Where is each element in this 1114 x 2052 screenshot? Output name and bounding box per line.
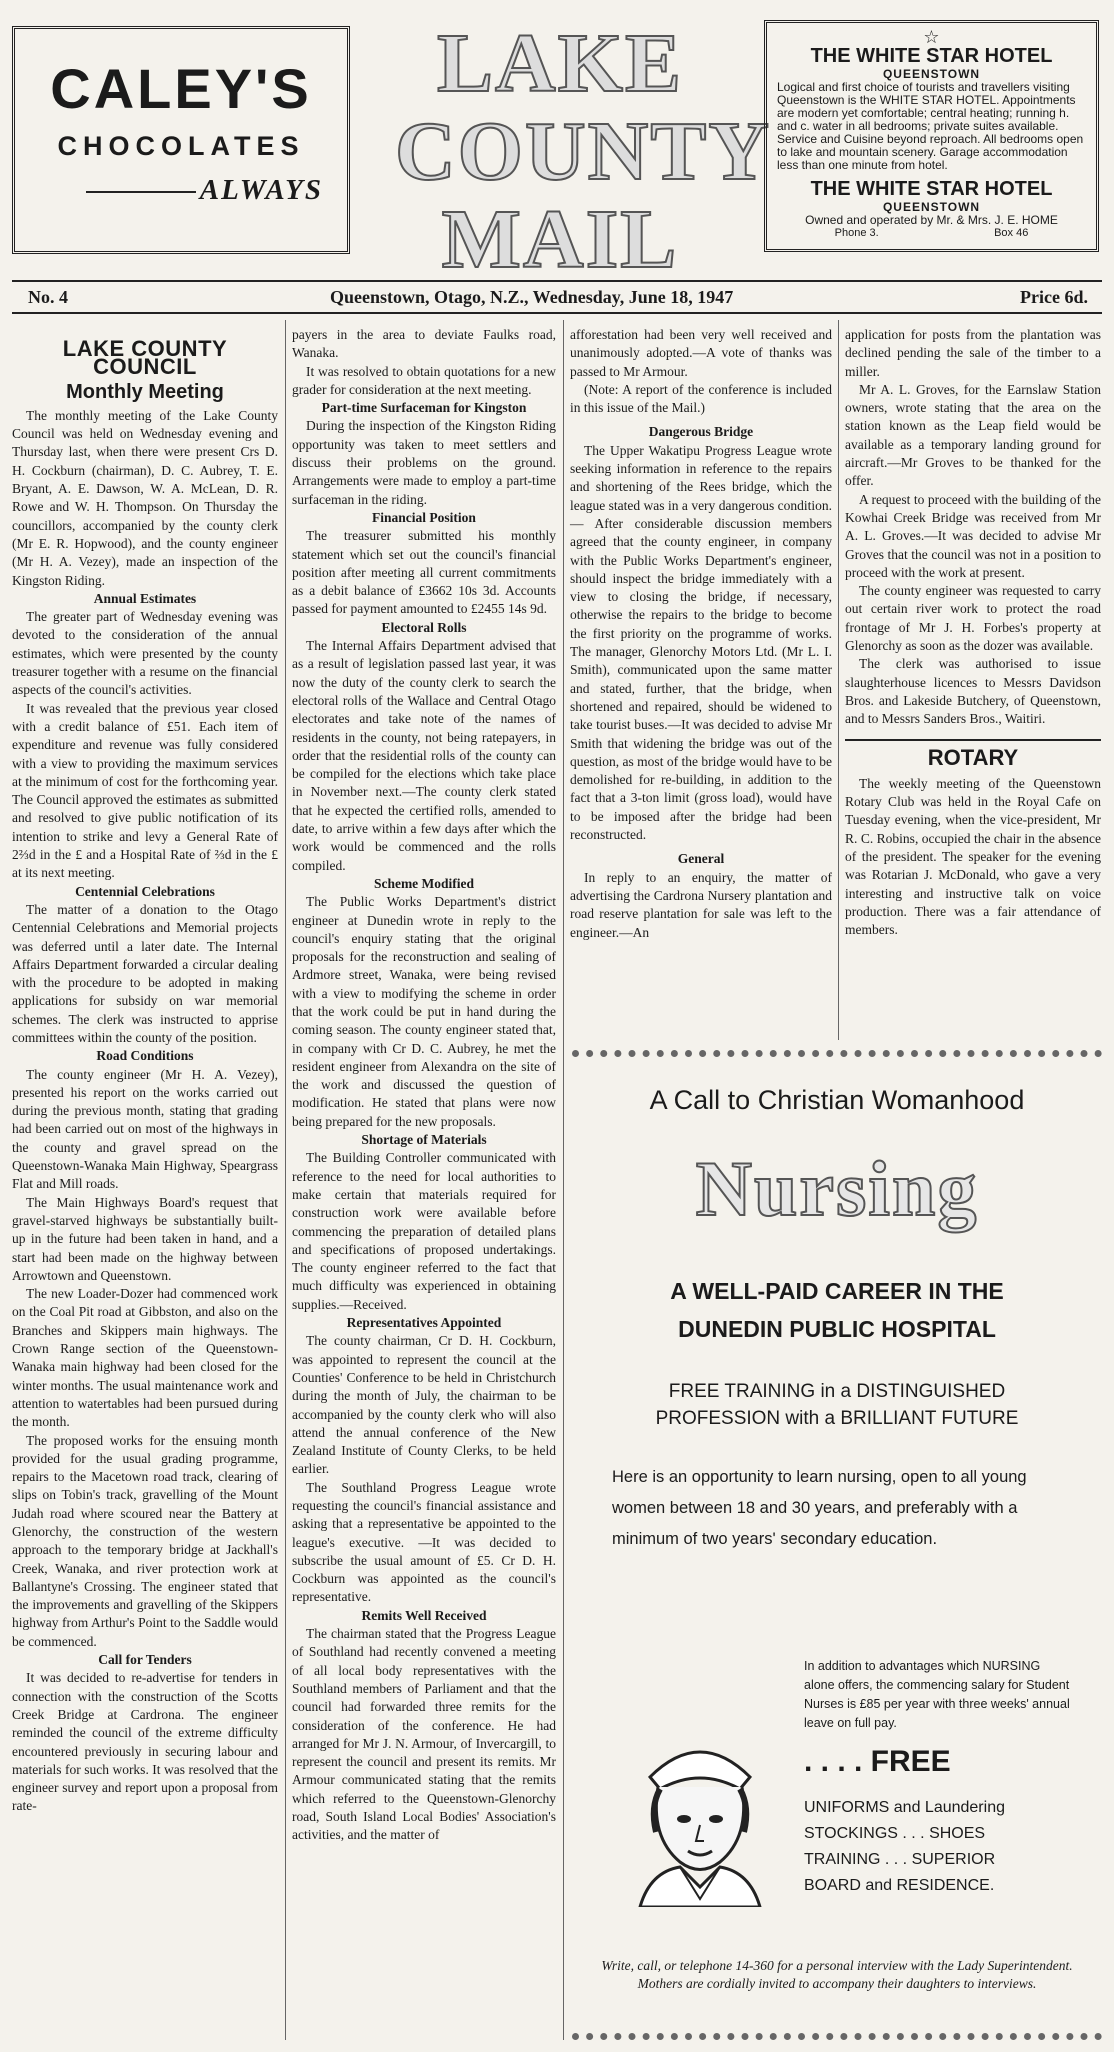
masthead-line-1: LAKE	[436, 17, 684, 110]
star-icon: ☆	[923, 27, 940, 47]
article-paragraph: afforestation had been very well received and unanimously adopted.—A vote of thanks was passed to Mr Armour.	[570, 327, 832, 379]
section-heading: Scheme Modified	[373, 875, 475, 891]
hotel-owner: Owned and operated by Mr. & Mrs. J. E. HOME	[805, 213, 1058, 227]
hotel-name-repeat: THE WHITE STAR HOTEL	[810, 178, 1053, 200]
ad-career-line-2: DUNEDIN PUBLIC HOSPITAL	[678, 1316, 996, 1342]
ad-benefit-3: TRAINING . . . SUPERIOR	[804, 1851, 996, 1868]
hotel-contact	[777, 227, 1086, 239]
ad-benefit-4: BOARD and RESIDENCE.	[804, 1877, 995, 1894]
caley-brand-name: CALEY'S	[50, 57, 312, 120]
hotel-name: THE WHITE STAR HOTEL	[810, 45, 1053, 67]
column-rule-3	[838, 320, 839, 1040]
article-paragraph: payers in the area to deviate Faulks road, Wanaka.	[292, 327, 556, 361]
ad-opportunity-text: Here is an opportunity to learn nursing, open to all young women between 18 and 30 years, and preferably with a minimum of two years' secondary education.	[612, 1468, 1027, 1548]
ad-salary-text: In addition to advantages which NURSING alone offers, the commencing salary for Student Nurses is £85 per year with three weeks' annual leave on full pay.	[804, 1659, 1070, 1730]
article-paragraph: (Note: A report of the conference is included in this issue of the Mail.)	[570, 381, 832, 416]
nursing-advertisement	[572, 1050, 1102, 2040]
hotel-phone: Phone 3.	[834, 227, 879, 239]
issue-price: Price 6d.	[1020, 287, 1088, 307]
masthead-line-2: COUNTY	[395, 105, 772, 198]
article-paragraph: The Southland Progress League wrote requesting the council's financial assistance and asking that a representative be appointed to the league's executive. —It was decided to subscribe the usual amount of £5. Cr D. H. Cockburn was appointed as the council's representative.	[292, 1479, 556, 1605]
column-1	[12, 326, 278, 1816]
section-heading: Remits Well Received	[361, 1607, 487, 1623]
article-paragraph: A request to proceed with the building of the Kowhai Creek Bridge was received from Mr A. L. Groves.—It was decided to advise Mr Groves that the council was not in a position to proceed with the work at present.	[845, 491, 1101, 580]
section-heading: Electoral Rolls	[381, 619, 467, 635]
rotary-heading: ROTARY	[845, 739, 1101, 767]
article-paragraph: The Upper Wakatipu Progress League wrote seeking information in reference to the repairs and shortening of the Rees bridge, which the league stated was in a very dangerous condition.— After considerable discussion members agreed that the county engineer, in company with the Public Works Department's engineer, should inspect the bridge immediately with a view to closing the bridge, if necessary, otherwise the repairs to the bridge to become the first priority on the programme of works. The manager, Glenorchy Motors Ltd. (Mr L. I. Smith), communicated upon the same matter and stated, further, that the bridge, when shortened and repaired, should be widened to take tourist buses.—It was decided to advise Mr Smith that widening the bridge was out of the question, as most of the bridge would have to be demolished for re-building, in addition to the fact that a 3-ton limit (gross load), would have to be imposed after the bridge had been reconstructed.	[570, 442, 832, 843]
newspaper-masthead	[395, 17, 772, 286]
caley-underline	[86, 191, 196, 193]
article-paragraph: In reply to an enquiry, the matter of advertising the Cardrona Nursery plantation and road reserve plantation for sale was left to the engineer.—An	[570, 869, 832, 940]
article-paragraph: The chairman stated that the Progress League of Southland had recently convened a meeting of all local body representatives with the Southland members of Parliament and that the council had forwarded three remits for the consideration of the conference. He had arranged for Mr J. N. Armour, of Invercargill, to represent the council and present its remits. Mr Armour communicated stating that the remits which referred to the Queenstown-Glenorchy road, South Island Local Bodies' Association's activities, and the matter of	[292, 1626, 556, 1843]
article-paragraph: It was resolved to obtain quotations for a new grader for consideration at the next meeting.	[292, 363, 556, 397]
article-paragraph: The matter of a donation to the Otago Centennial Celebrations and Memorial projects was deferred until a later date. The Internal Affairs Department forwarded a circular dealing with the procedure to be adopted in making applications for subsidy on war memorial schemes. The clerk was instructed to apprise committees within the county of the position.	[12, 901, 278, 1045]
hotel-box: Box 46	[994, 227, 1029, 239]
section-heading: Shortage of Materials	[361, 1132, 487, 1148]
caley-chocolates-label: CHOCOLATES	[57, 131, 305, 161]
ad-free-big: . . . . FREE	[804, 1745, 951, 1778]
article-paragraph: The Main Highways Board's request that gravel-starved highways be substantially built-up in the future had been taken in hand, and a start had been made on the highway between Arrowtown and Queenstown.	[12, 1194, 278, 1283]
section-heading: Part-time Surfaceman for Kingston	[321, 400, 527, 416]
article-paragraph: The Public Works Department's district engineer at Dunedin wrote in reply to the council's enquiry stating that the original proposals for the reconstruction and sealing of Ardmore street, Wanaka, were being revised with a view to modifying the scheme in order that the work could be put in hand during the coming season. The county engineer stated that, in company with Cr D. C. Aubrey, he met the resident engineer from Alexandra on the site of the work and discussed the question of modification. He stated that plans were now being prepared for the new proposals.	[292, 894, 556, 1129]
ad-benefits-list	[804, 1795, 1005, 1899]
article-paragraph: Mr A. L. Groves, for the Earnslaw Station owners, wrote stating that the area on the station known as the Leap field would be available as a temporary landing ground for aircraft.—Mr Groves to be thanked for the offer.	[845, 381, 1101, 489]
article-paragraph: The treasurer submitted his monthly statement which set out the council's financial position after meeting all current commitments as a debit balance of £3662 10s 3d. Accounts passed for payment amounted to £2455 14s 9d.	[292, 528, 556, 617]
article-paragraph: The county engineer was requested to carry out certain river work to protect the road frontage of Mr J. H. Forbes's property at Glenorchy as soon as the dozer was available.	[845, 583, 1101, 654]
section-heading: Centennial Celebrations	[75, 883, 215, 899]
article-paragraph: The weekly meeting of the Queenstown Rotary Club was held in the Royal Cafe on Tuesday evening, when the vice-president, Mr R. C. Robins, occupied the chair in the absence of the president. The speaker for the evening was Rotarian J. McDonald, who gave a very interesting and instructive talk on voice production. There was a fair attendance of members.	[845, 775, 1101, 938]
article-paragraph: It was decided to re-advertise for tenders in connection with the construction of the Scotts Creek Bridge at Cardrona. The engineer reminded the council of the extreme difficulty encountered previously in securing labour and materials for such works. It was resolved that the engineer survey and report upon a proposal from rate-	[12, 1670, 278, 1814]
monthly-meeting-subheading: Monthly Meeting	[66, 380, 224, 403]
hotel-description: Logical and first choice of tourists and travellers visiting Queenstown is the WHITE STAR HOTEL. Appointments are modern yet comfortable; central heating; running h. and c. water in all bedrooms; private suites available. Service and Cuisine beyond reproach. All bedrooms open to lake and mountain scenery. Garage accommodation less than one minute from hotel.	[777, 80, 1084, 172]
section-heading: General	[677, 851, 725, 867]
ad-benefit-2: STOCKINGS . . . SHOES	[804, 1825, 986, 1842]
ad-career-line-1: A WELL-PAID CAREER IN THE	[670, 1278, 1004, 1304]
article-paragraph: The new Loader-Dozer had commenced work on the Coal Pit road at Gibbston, and also on the Branches and Skippers main highways. The Crown Range section of the Queenstown-Wanaka main highway had been closed for the winter months. The usual maintenance work and attention to watertables had been pursued during the month.	[12, 1286, 278, 1430]
council-heading: LAKE COUNTY COUNCIL	[62, 336, 228, 380]
section-heading: Dangerous Bridge	[648, 424, 754, 440]
nurse-portrait-icon	[620, 1727, 780, 1907]
issue-date: Queenstown, Otago, N.Z., Wednesday, June 18, 1947	[330, 287, 734, 307]
ad-career	[572, 1272, 1102, 1348]
hotel-town: QUEENSTOWN	[882, 67, 981, 81]
column-rule-1	[285, 320, 286, 2040]
article-paragraph: The monthly meeting of the Lake County Council was held on Wednesday evening and Thursday last, when there were present Crs D. H. Cockburn (chairman), D. C. Aubrey, T. E. Bryant, A. E. Dawson, W. A. McLean, D. R. Rowe and W. H. Thompson. On Thursday the councillors, accompanied by the county clerk (Mr E. R. Hopwood), and the county engineer (Mr H. A. Vezey), made an inspection of the Kingston Riding.	[12, 407, 278, 588]
article-paragraph: The Building Controller communicated with reference to the need for local authorities to make certain that materials required for construction work were available before commencing the preparation of detailed plans and specifications of proposed undertakings. The county engineer referred to the fact that much difficulty was experienced in obtaining supplies.—Received.	[292, 1150, 556, 1312]
dateline	[12, 280, 1102, 314]
section-heading: Annual Estimates	[93, 590, 197, 606]
column-4	[845, 326, 1101, 940]
article-paragraph: The proposed works for the ensuing month provided for the usual grading programme, repairs to the Macetown road track, clearing of slips on Tobin's track, gravelling of the Mount Judah road where scoured near the Battery at Glenorchy, the construction of the western approach to the temporary bridge at Jackhall's Creek, Wanaka, and river protection work at Ballantyne's Crossing. The engineer stated that the improvements and gravelling of the Skippers highway from Arthur's Point to the Saddle would be commenced.	[12, 1432, 278, 1649]
ad-benefit-1: UNIFORMS and Laundering	[804, 1799, 1005, 1816]
article-paragraph: The Internal Affairs Department advised that as a result of legislation passed last year, it was now the duty of the county clerk to search the electoral rolls of the Wallace and Central Otago electorates and take note of the names of residents in the county, not being ratepayers, in order that the residential rolls of the county can be compiled for the elections which take place in November next.—The county clerk stated that he expected the certified rolls, amended to date, to arrive within a few days after which the work would be commenced and the rolls compiled.	[292, 638, 556, 873]
article-paragraph: The clerk was authorised to issue slaughterhouse licences to Messrs Davidson Bros. and Lakeside Butchery, of Queenstown, and to Messrs Sanders Bros., Waitiri.	[845, 656, 1101, 727]
ad-free-training	[572, 1378, 1102, 1432]
issue-number: No. 4	[28, 287, 68, 307]
caley-always-label	[15, 174, 347, 207]
article-paragraph: The county engineer (Mr H. A. Vezey), presented his report on the works carried out during the previous month, stating that grading had been carried out on most of the highways in the county and gravel spread on the Queenstown-Wanaka Main Highway, Speargrass Flat and Mill roads.	[12, 1066, 278, 1192]
section-heading: Call for Tenders	[98, 1652, 192, 1668]
section-heading: Financial Position	[372, 509, 476, 525]
white-star-hotel-ad	[764, 20, 1099, 252]
ad-free-line-2: PROFESSION with a BRILLIANT FUTURE	[655, 1408, 1019, 1429]
masthead-line-3: MAIL	[441, 193, 679, 286]
column-2	[292, 326, 556, 1845]
article-paragraph: The greater part of Wednesday evening was devoted to the consideration of the annual estimates, which were presented by the county treasurer together with a resume on the financial aspects of the council's activities.	[12, 609, 278, 698]
caley-always-text: ALWAYS	[199, 174, 323, 206]
ad-free-line-1: FREE TRAINING in a DISTINGUISHED	[668, 1381, 1006, 1402]
section-heading: Representatives Appointed	[346, 1315, 502, 1331]
article-paragraph: application for posts from the plantation was declined pending the sale of the timber to a miller.	[845, 327, 1101, 379]
article-paragraph: It was revealed that the previous year closed with a credit balance of £51. Each item of expenditure and revenue was fully considered with a view to providing the maximum services at the minimum of cost for the forthcoming year. The Council approved the estimates as submitted and resolved to give public notification of its intention to strike and levy a General Rate of 2⅔d in the £ and a Hospital Rate of ⅔d in the £ at its next meeting.	[12, 700, 278, 881]
section-heading: Road Conditions	[96, 1048, 194, 1064]
column-3	[570, 326, 832, 942]
ad-lower-panel	[572, 1637, 1102, 1917]
ad-contact-text: Write, call, or telephone 14-360 for a personal interview with the Lady Superintendent. Mothers are cordially invited to accompany their daughters to interviews.	[601, 1958, 1073, 1991]
article-paragraph: The county chairman, Cr D. H. Cockburn, was appointed to represent the council at the Counties' Conference to be held in Christchurch during the month of July, the chairman to be accompanied by the county clerk who will also attend the annual conference of the New Zealand Institute of County Clerks, to be held earlier.	[292, 1333, 556, 1477]
column-rule-2	[563, 320, 564, 2040]
hotel-town-repeat: QUEENSTOWN	[882, 200, 981, 214]
caleys-chocolates-ad	[12, 26, 350, 254]
ad-nursing-title: Nursing	[695, 1145, 979, 1232]
article-paragraph: During the inspection of the Kingston Riding opportunity was taken to meet settlers and discuss their problems on the ground. Arrangements were made to employ a part-time surfaceman in the riding.	[292, 418, 556, 507]
ad-headline: A Call to Christian Womanhood	[649, 1085, 1025, 1115]
